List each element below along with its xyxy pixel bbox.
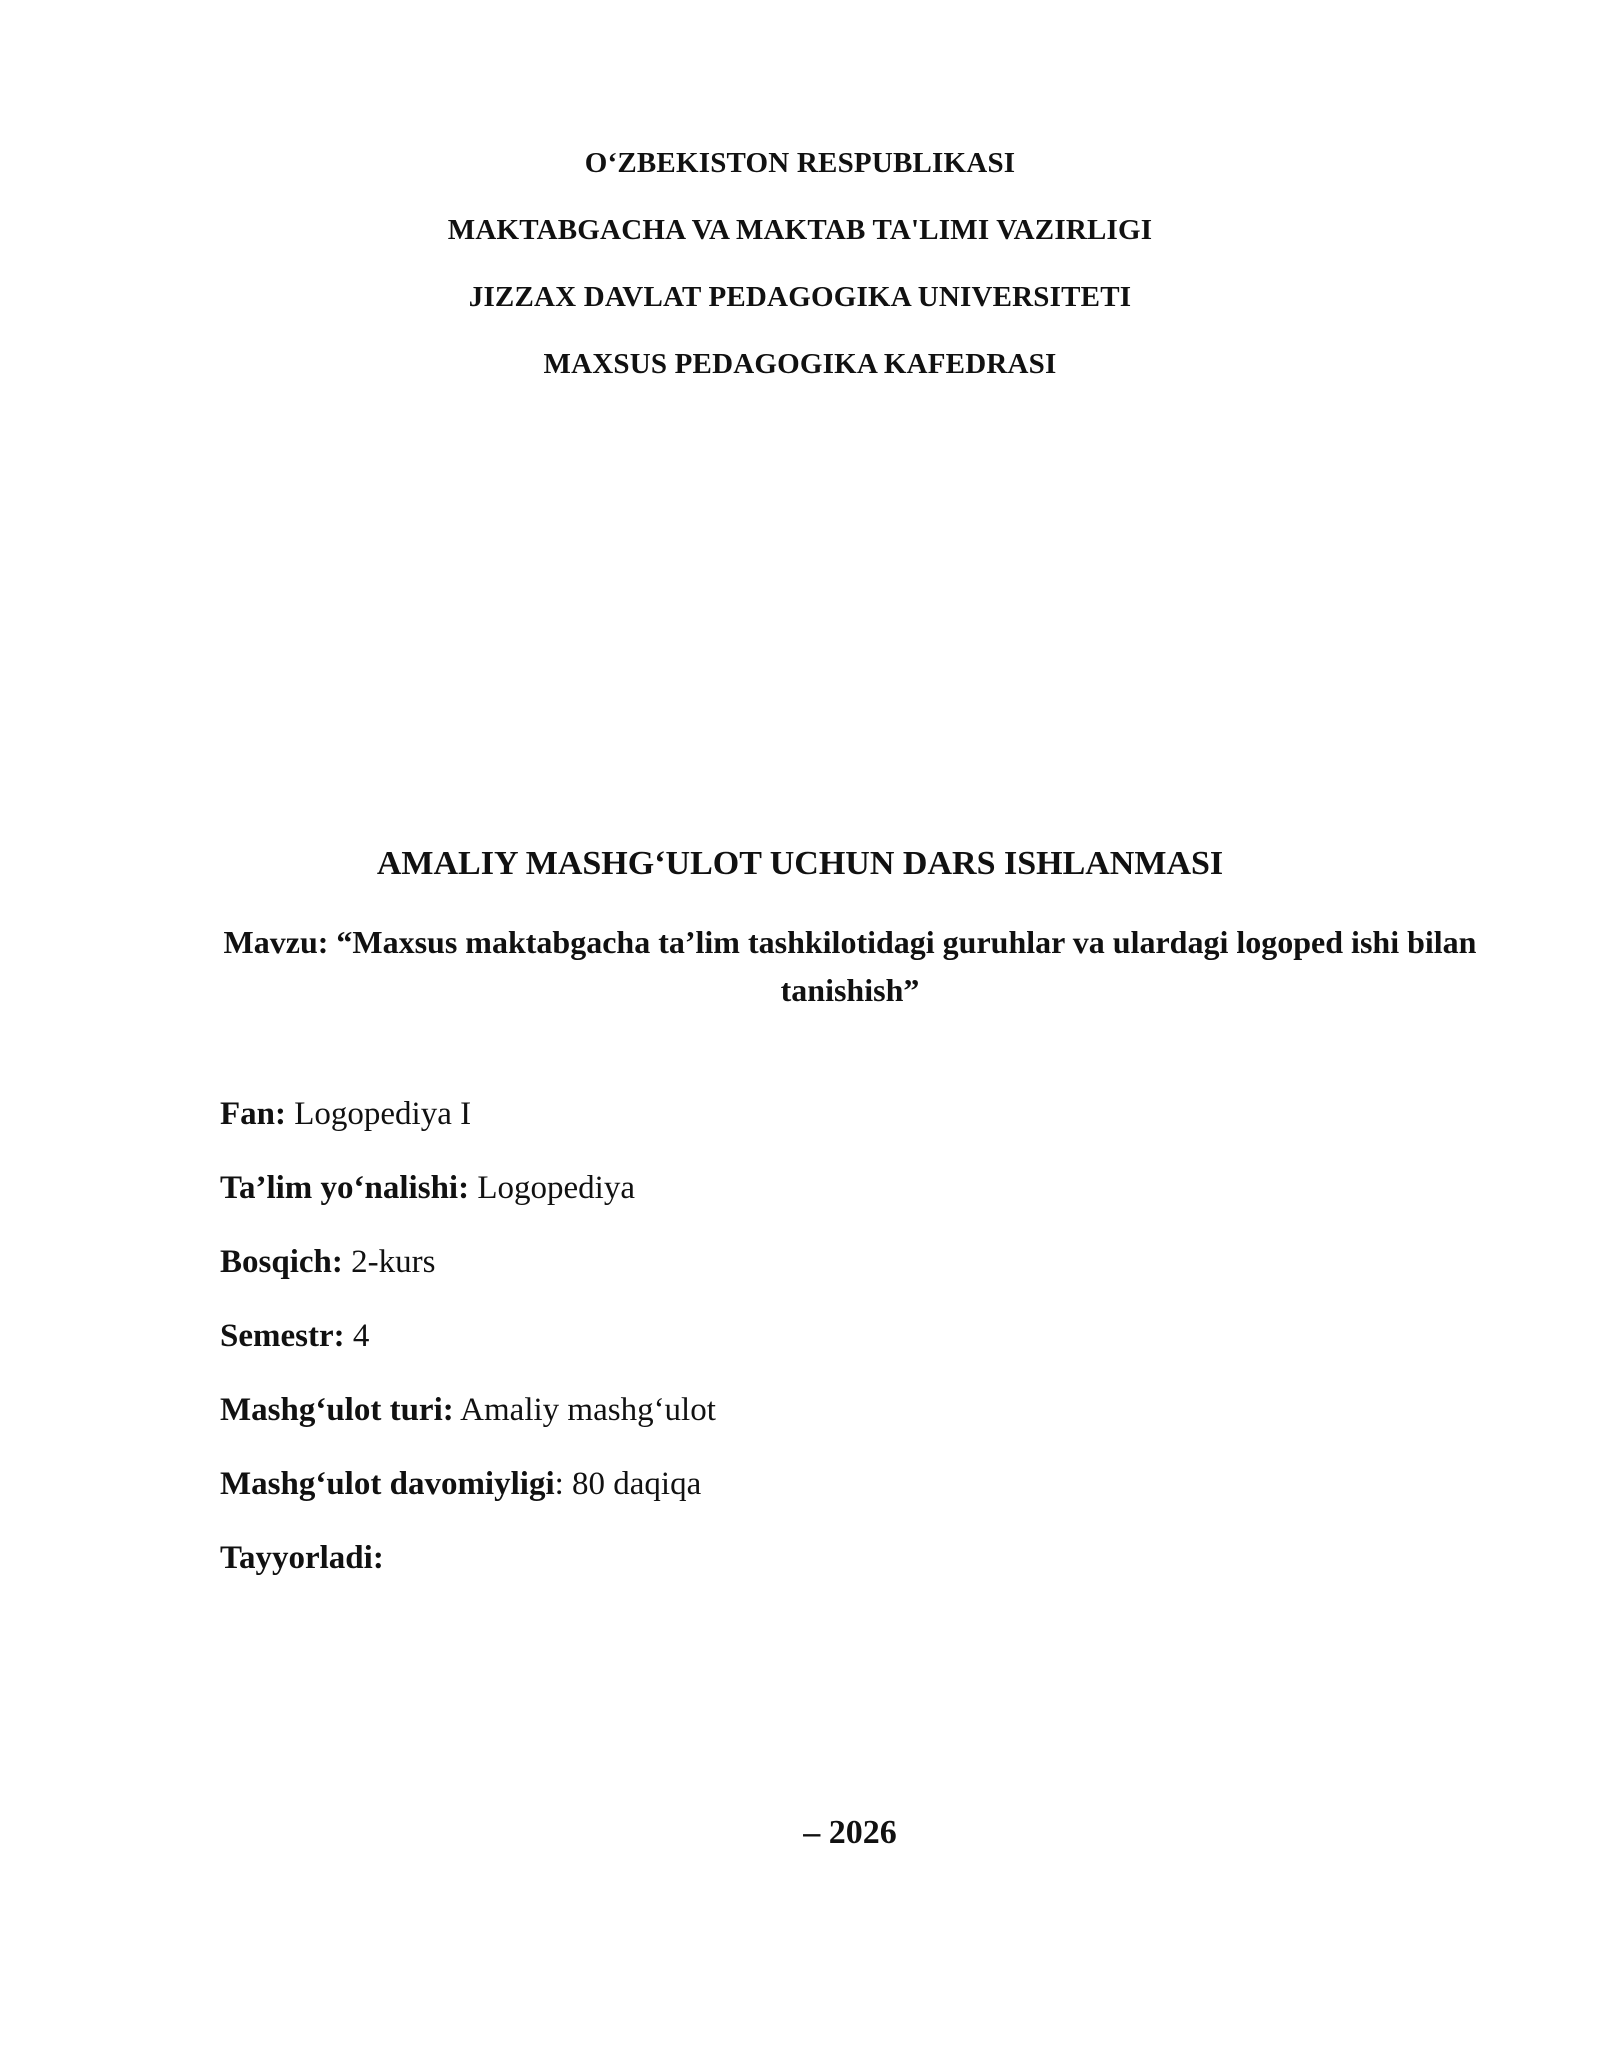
info-row-duration: [220, 1466, 701, 1503]
info-value: 2-kurs: [342, 1244, 436, 1280]
info-label: Semestr:: [220, 1318, 345, 1354]
info-row-prepared-by: [220, 1540, 384, 1577]
info-value: Logopediya: [469, 1170, 635, 1206]
info-row-lesson-type: [220, 1392, 716, 1429]
info-label: Fan:: [220, 1096, 286, 1132]
info-value: 4: [344, 1318, 370, 1354]
topic-label: Mavzu:: [223, 924, 329, 960]
info-label: Mashg‘ulot davomiyligi: [220, 1466, 555, 1502]
info-label: Mashg‘ulot turi:: [220, 1392, 454, 1428]
info-label: Tayyorladi:: [220, 1540, 384, 1576]
topic-text: “Maxsus maktabgacha ta’lim tashkilotidagi guruhlar va ulardagi logoped ishi bilan tanishish”: [336, 924, 1477, 1008]
info-row-subject: [220, 1096, 471, 1133]
info-value: : 80 daqiqa: [554, 1466, 702, 1502]
info-label: Bosqich:: [220, 1244, 343, 1280]
info-row-semester: [220, 1318, 369, 1355]
topic: [220, 918, 1480, 1014]
header-university: JIZZAX DAVLAT PEDAGOGIKA UNIVERSITETI: [468, 281, 1132, 313]
info-value: Logopediya I: [286, 1096, 472, 1132]
header-department: MAXSUS PEDAGOGIKA KAFEDRASI: [543, 348, 1057, 380]
header-country: O‘ZBEKISTON RESPUBLIKASI: [584, 147, 1016, 179]
info-row-direction: [220, 1170, 635, 1207]
info-row-stage: [220, 1244, 435, 1281]
document-title: AMALIY MASHG‘ULOT UCHUN DARS ISHLANMASI: [376, 845, 1224, 882]
year: – 2026: [803, 1814, 897, 1851]
header-ministry: MAKTABGACHA VA MAKTAB TA'LIMI VAZIRLIGI: [447, 214, 1153, 246]
info-value: Amaliy mashg‘ulot: [453, 1392, 716, 1428]
info-label: Ta’lim yo‘nalishi:: [220, 1170, 470, 1206]
